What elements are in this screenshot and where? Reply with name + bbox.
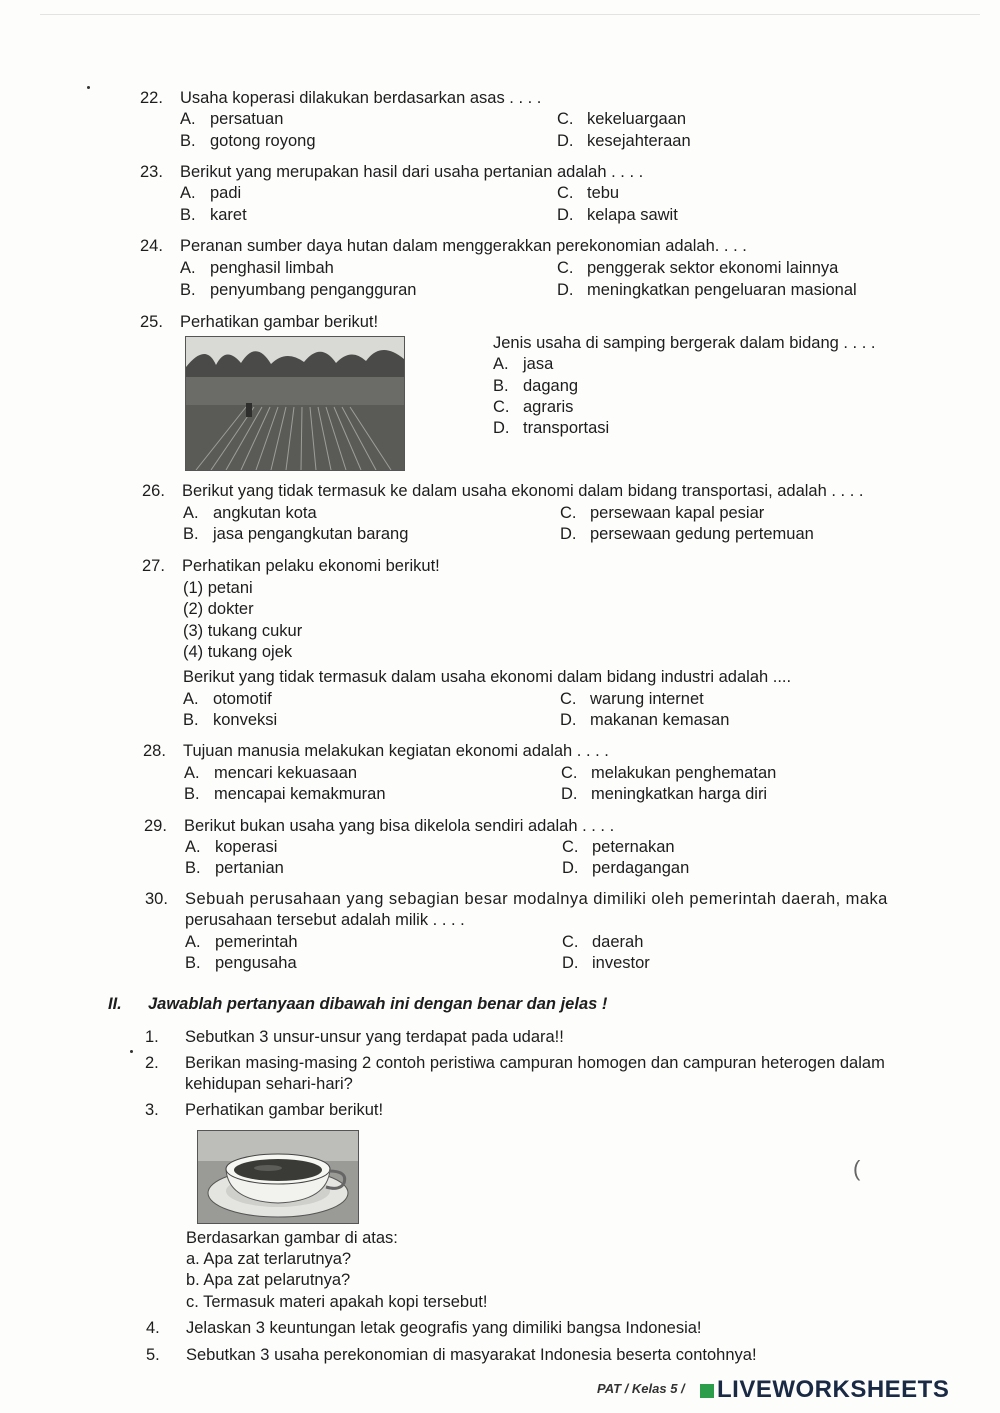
option-b[interactable]: B. jasa pengangkutan barang	[183, 525, 409, 543]
question-text: Usaha koperasi dilakukan berdasarkan asas . . . .	[180, 89, 542, 107]
stray-mark: (	[853, 1156, 861, 1181]
question-text: Sebuah perusahaan yang sebagian besar modalnya dimiliki oleh pemerintah daerah, maka	[185, 890, 888, 908]
question-text: Berikut bukan usaha yang bisa dikelola sendiri adalah . . . .	[184, 817, 615, 835]
question-text: Berikut yang tidak termasuk ke dalam usaha ekonomi dalam bidang transportasi, adalah . . . .	[182, 482, 864, 500]
option-d[interactable]: D. kelapa sawit	[557, 206, 678, 224]
rice-field-photo	[185, 336, 405, 471]
list-item: (1) petani	[183, 579, 253, 597]
question-text: Berikan masing-masing 2 contoh peristiwa campuran homogen dan campuran heterogen dalam	[185, 1054, 885, 1072]
question-number: 24.	[140, 237, 163, 255]
option-b[interactable]: B. gotong royong	[180, 132, 316, 150]
scan-speck	[130, 1050, 133, 1053]
option-d[interactable]: D. kesejahteraan	[557, 132, 691, 150]
option-b[interactable]: B. penyumbang pengangguran	[180, 281, 417, 299]
question-text: Perhatikan gambar berikut!	[180, 313, 379, 331]
question-text: Perhatikan gambar berikut!	[185, 1101, 384, 1119]
option-d[interactable]: D. transportasi	[493, 419, 610, 437]
scan-edge-line	[40, 14, 980, 15]
option-c[interactable]: C. kekeluargaan	[557, 110, 687, 128]
option-c[interactable]: C. persewaan kapal pesiar	[560, 504, 765, 522]
option-c[interactable]: C. agraris	[493, 398, 574, 416]
list-item: (2) dokter	[183, 600, 254, 618]
logo-mark-icon	[700, 1384, 714, 1398]
section-title: Jawablah pertanyaan dibawah ini dengan benar dan jelas !	[148, 995, 608, 1013]
option-a[interactable]: A. koperasi	[185, 838, 278, 856]
question-number: 23.	[140, 163, 163, 181]
question-number: 30.	[145, 890, 168, 908]
option-b[interactable]: B. pengusaha	[185, 954, 297, 972]
question-text: Tujuan manusia melakukan kegiatan ekonomi adalah . . . .	[183, 742, 609, 760]
question-text-continued: kehidupan sehari-hari?	[185, 1075, 353, 1093]
question-27-prompt: Berikut yang tidak termasuk dalam usaha ekonomi dalam bidang industri adalah ....	[183, 668, 792, 686]
list-item: (3) tukang cukur	[183, 622, 303, 640]
brand-name: LIVEWORKSHEETS	[717, 1376, 950, 1403]
page-footer: PAT / Kelas 5 /	[597, 1381, 685, 1396]
option-d[interactable]: D. perdagangan	[562, 859, 690, 877]
question-number: 2.	[145, 1054, 159, 1072]
section-numeral: II.	[108, 995, 122, 1013]
option-a[interactable]: A. persatuan	[180, 110, 284, 128]
option-d[interactable]: D. investor	[562, 954, 650, 972]
option-a[interactable]: A. padi	[180, 184, 242, 202]
question-text: Peranan sumber daya hutan dalam menggerakkan perekonomian adalah. . . .	[180, 237, 747, 255]
question-number: 29.	[144, 817, 167, 835]
question-number: 22.	[140, 89, 163, 107]
section-2-heading	[108, 995, 607, 1014]
question-text-continued: perusahaan tersebut adalah milik . . . .	[185, 911, 465, 929]
option-c[interactable]: C. penggerak sektor ekonomi lainnya	[557, 259, 839, 277]
coffee-cup-photo	[197, 1130, 359, 1224]
option-a[interactable]: A. angkutan kota	[183, 504, 317, 522]
option-a[interactable]: A. mencari kekuasaan	[184, 764, 358, 782]
question-number: 3.	[145, 1101, 159, 1119]
question-3-prompt: Berdasarkan gambar di atas:	[186, 1229, 398, 1247]
option-c[interactable]: C. tebu	[557, 184, 620, 202]
option-d[interactable]: D. meningkatkan harga diri	[561, 785, 768, 803]
question-number: 26.	[142, 482, 165, 500]
option-d[interactable]: D. persewaan gedung pertemuan	[560, 525, 814, 543]
question-text: Perhatikan pelaku ekonomi berikut!	[182, 557, 440, 575]
option-a[interactable]: A. jasa	[493, 355, 554, 373]
question-number: 4.	[146, 1319, 160, 1337]
option-c[interactable]: C. melakukan penghematan	[561, 764, 777, 782]
option-b[interactable]: B. konveksi	[183, 711, 278, 729]
sub-question-a: a. Apa zat terlarutnya?	[186, 1250, 352, 1268]
question-text: Berikut yang merupakan hasil dari usaha pertanian adalah . . . .	[180, 163, 644, 181]
scan-speck	[87, 86, 90, 89]
option-c[interactable]: C. peternakan	[562, 838, 675, 856]
option-c[interactable]: C. daerah	[562, 933, 644, 951]
option-b[interactable]: B. pertanian	[185, 859, 284, 877]
question-number: 28.	[143, 742, 166, 760]
question-text: Sebutkan 3 unsur-unsur yang terdapat pada udara!!	[185, 1028, 564, 1046]
question-text: Sebutkan 3 usaha perekonomian di masyarakat Indonesia beserta contohnya!	[186, 1346, 757, 1364]
option-c[interactable]: C. warung internet	[560, 690, 704, 708]
option-b[interactable]: B. mencapai kemakmuran	[184, 785, 386, 803]
question-number: 25.	[140, 313, 163, 331]
question-25-prompt: Jenis usaha di samping bergerak dalam bidang . . . .	[493, 334, 876, 352]
option-a[interactable]: A. penghasil limbah	[180, 259, 334, 277]
sub-question-c: c. Termasuk materi apakah kopi tersebut!	[186, 1293, 488, 1311]
option-a[interactable]: A. otomotif	[183, 690, 272, 708]
sub-question-b: b. Apa zat pelarutnya?	[186, 1271, 351, 1289]
option-b[interactable]: B. dagang	[493, 377, 579, 395]
question-number: 5.	[146, 1346, 160, 1364]
option-d[interactable]: D. meningkatkan pengeluaran masional	[557, 281, 857, 299]
option-b[interactable]: B. karet	[180, 206, 247, 224]
option-a[interactable]: A. pemerintah	[185, 933, 298, 951]
liveworksheets-logo	[700, 1376, 949, 1404]
question-number: 27.	[142, 557, 165, 575]
list-item: (4) tukang ojek	[183, 643, 293, 661]
question-text: Jelaskan 3 keuntungan letak geografis yang dimiliki bangsa Indonesia!	[186, 1319, 702, 1337]
option-d[interactable]: D. makanan kemasan	[560, 711, 730, 729]
question-number: 1.	[145, 1028, 159, 1046]
